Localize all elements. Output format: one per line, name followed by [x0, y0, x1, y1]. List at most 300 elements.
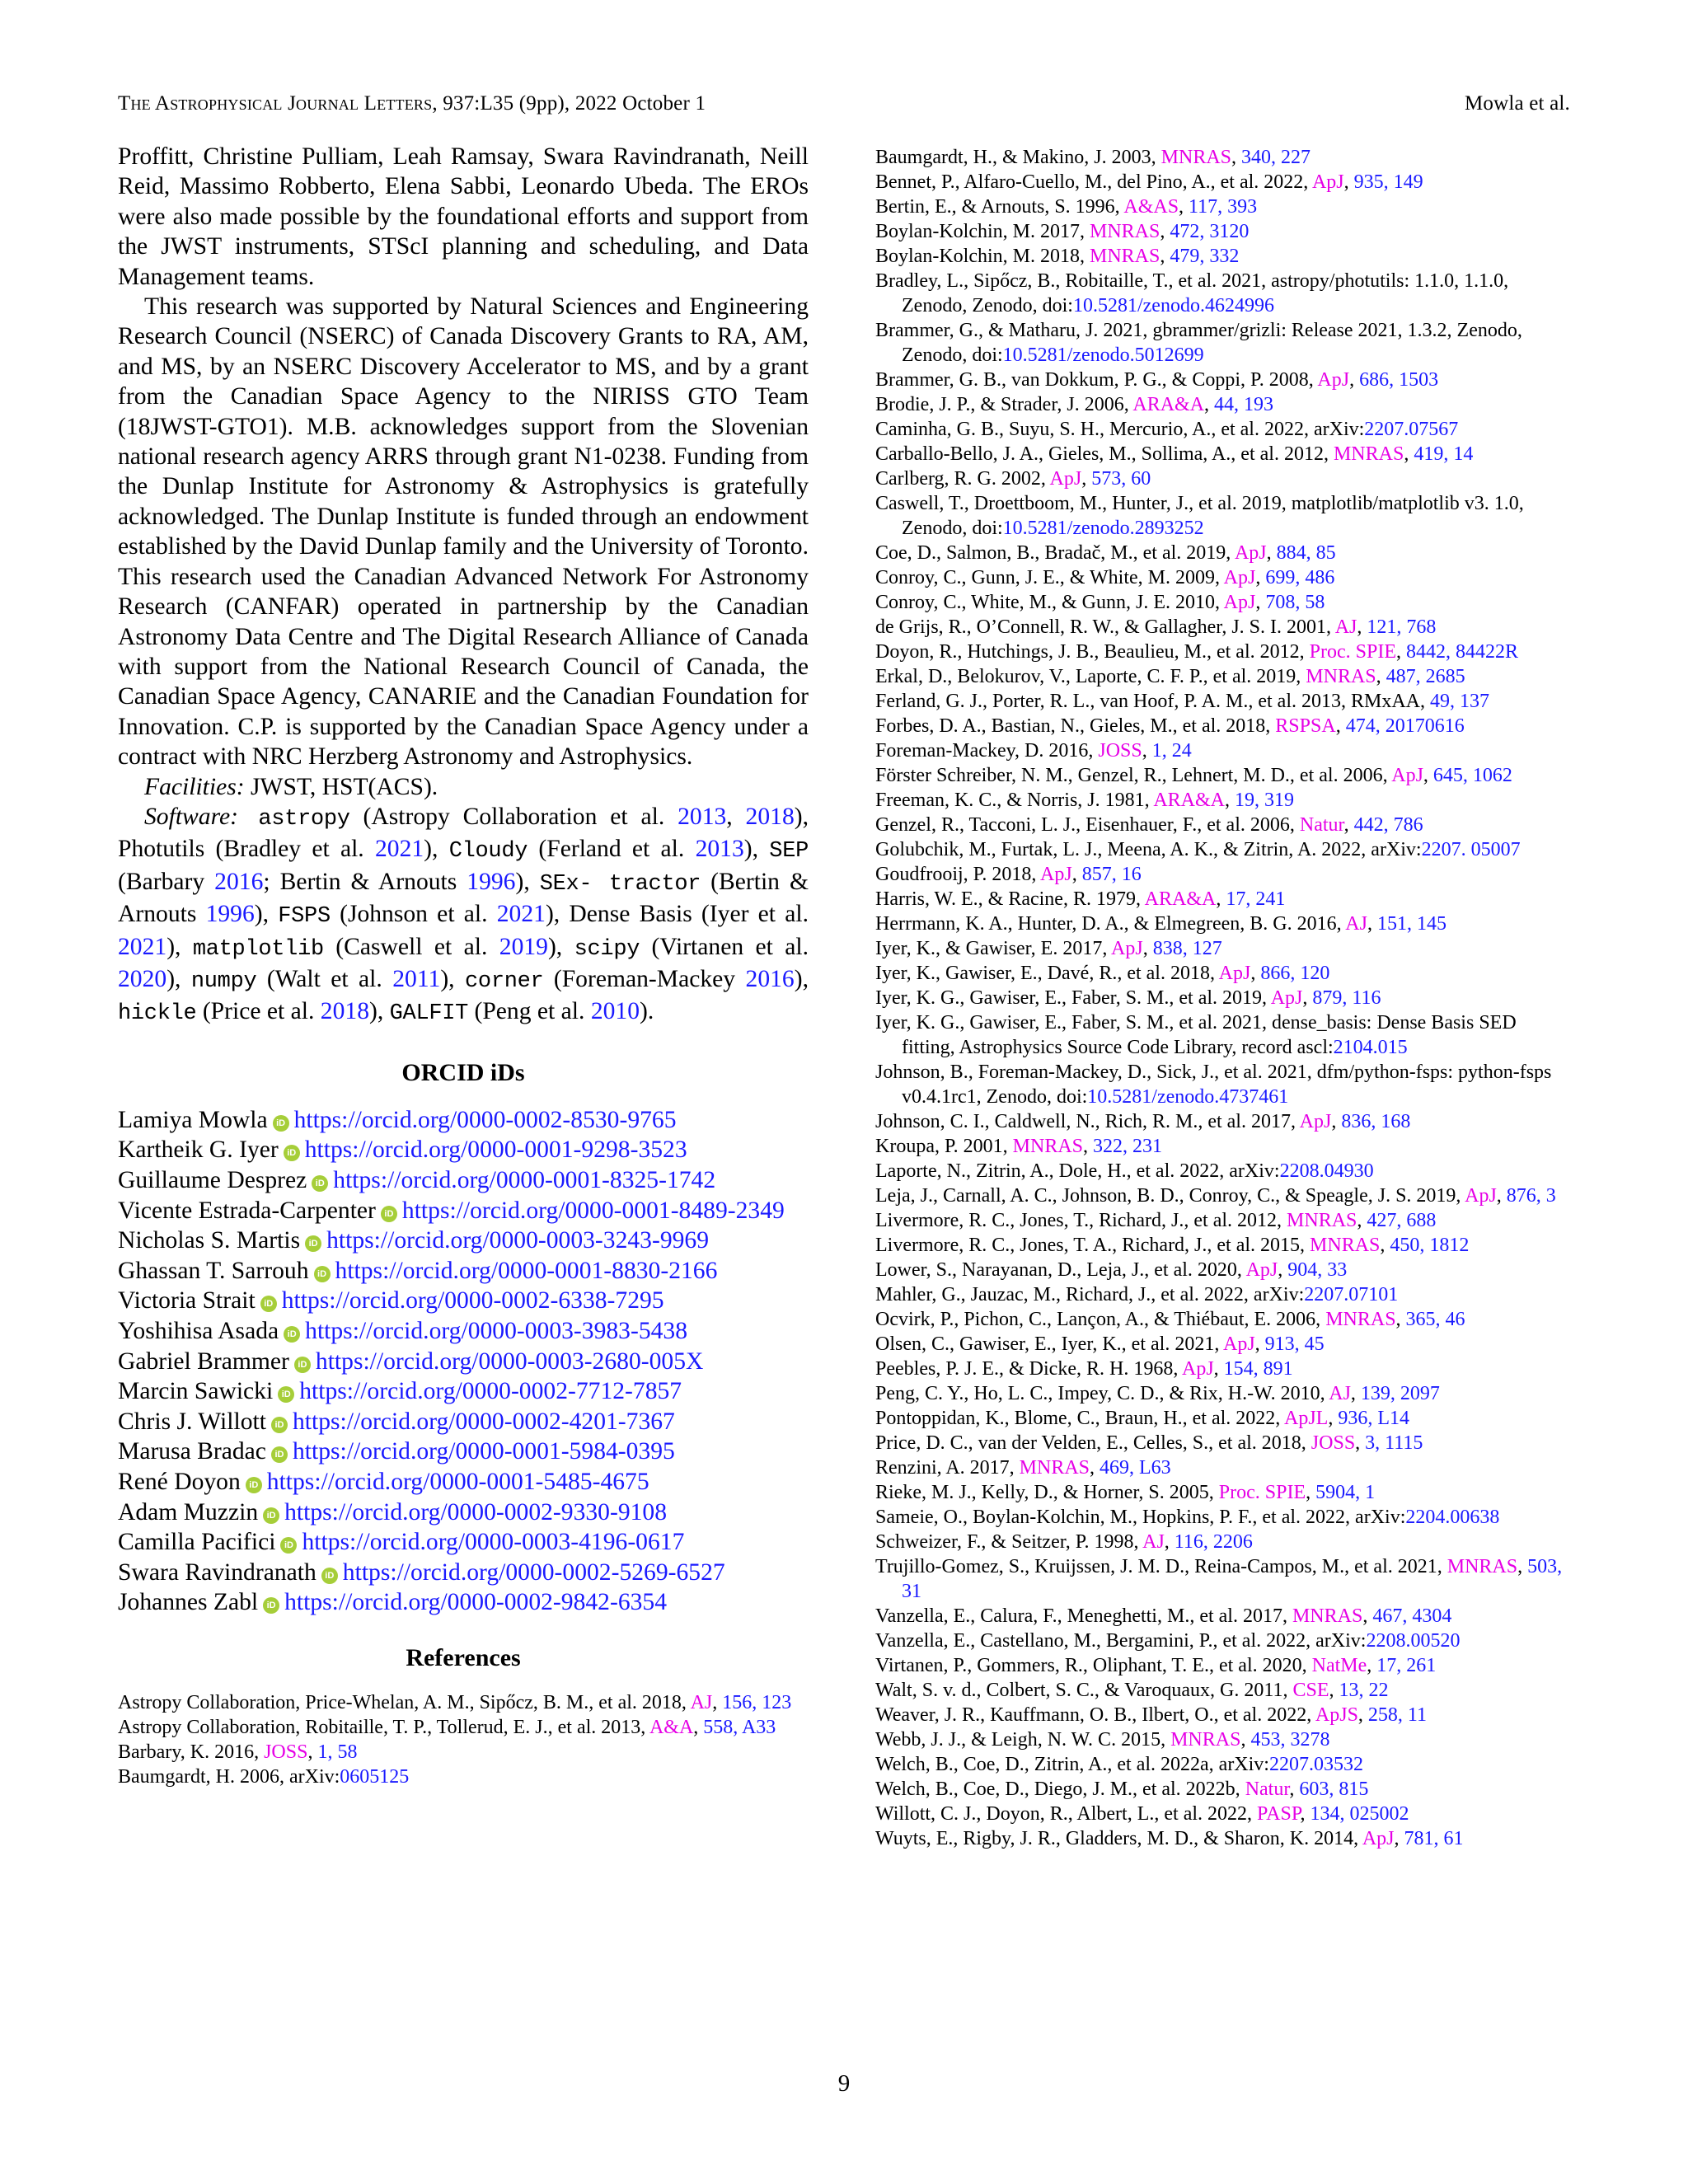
orcid-icon: iD — [280, 1537, 297, 1554]
reference-volume-link[interactable]: 453, 3278 — [1250, 1729, 1330, 1750]
journal-link[interactable]: MNRAS — [1292, 1605, 1363, 1627]
orcid-icon: iD — [273, 1115, 289, 1132]
reference-authors: Bertin, E., & Arnouts, S. 1996, — [875, 196, 1124, 218]
reference-volume-link[interactable]: 913, 45 — [1264, 1333, 1325, 1355]
orcid-list — [118, 1105, 809, 1618]
reference-volume-link[interactable]: 2207.07567 — [1364, 419, 1459, 440]
reference-volume-link[interactable]: 340, 227 — [1241, 147, 1311, 168]
citation-year-link[interactable]: 2021 — [496, 901, 546, 928]
separator: , — [1213, 1358, 1224, 1380]
orcid-link[interactable]: https://orcid.org/0000-0003-2680-005X — [315, 1347, 704, 1375]
software-text: ), — [547, 933, 574, 960]
separator: , — [1394, 1828, 1404, 1849]
journal-link[interactable]: MNRAS — [1160, 147, 1231, 168]
reference-authors: Price, D. C., van der Velden, E., Celles, S., et al. 2018, — [875, 1432, 1311, 1454]
reference-volume-link[interactable]: 472, 3120 — [1170, 221, 1250, 242]
reference-authors: Laporte, N., Zitrin, A., Dole, H., et al. 2022, arXiv: — [875, 1160, 1280, 1182]
separator: , — [1231, 147, 1241, 168]
journal-link[interactable]: JOSS — [1098, 740, 1142, 762]
software-name: SEP — [769, 839, 809, 865]
reference-volume-link[interactable]: 154, 891 — [1223, 1358, 1293, 1380]
separator: , — [1357, 616, 1367, 638]
reference-authors: Harris, W. E., & Racine, R. 1979, — [875, 888, 1145, 910]
reference-entry — [875, 368, 1571, 392]
separator: , — [1395, 641, 1406, 663]
separator: , — [1357, 1210, 1367, 1231]
reference-entry — [875, 145, 1571, 170]
reference-volume-link[interactable]: 479, 332 — [1170, 246, 1240, 267]
reference-volume-link[interactable]: 879, 116 — [1312, 987, 1381, 1009]
reference-entry — [875, 615, 1571, 640]
journal-link[interactable]: Proc. SPIE — [1309, 641, 1396, 663]
reference-entry — [875, 640, 1571, 664]
reference-entry — [875, 837, 1571, 862]
reference-authors: Peng, C. Y., Ho, L. C., Impey, C. D., & Rix, H.-W. 2010, — [875, 1383, 1329, 1404]
reference-volume-link[interactable]: 117, 393 — [1189, 196, 1258, 218]
journal-link[interactable]: Natur — [1299, 814, 1344, 836]
reference-authors: Schweizer, F., & Seitzer, P. 1998, — [875, 1531, 1143, 1553]
journal-link[interactable]: ApJ — [1362, 1828, 1395, 1849]
reference-volume-link[interactable]: 13, 22 — [1339, 1680, 1389, 1701]
reference-authors: Johnson, C. I., Caldwell, N., Rich, R. M., et al. 2017, — [875, 1111, 1300, 1132]
separator: , — [1250, 963, 1261, 984]
software-text: ), — [440, 965, 466, 992]
reference-authors: Boylan-Kolchin, M. 2018, — [875, 246, 1090, 267]
journal-link[interactable]: ApJ — [1111, 938, 1143, 959]
orcid-icon: iD — [278, 1386, 294, 1403]
page-number: 9 — [837, 2070, 851, 2097]
reference-authors: Vanzella, E., Calura, F., Meneghetti, M., et al. 2017, — [875, 1605, 1292, 1627]
reference-volume-link[interactable]: 2207.07101 — [1304, 1284, 1399, 1305]
software-text: ). — [640, 998, 654, 1025]
orcid-link[interactable]: https://orcid.org/0000-0002-9330-9108 — [284, 1498, 668, 1526]
software-text: (Peng et al. — [468, 998, 591, 1025]
orcid-icon: iD — [284, 1145, 300, 1161]
reference-volume-link[interactable]: 116, 2206 — [1174, 1531, 1253, 1553]
reference-volume-link[interactable]: 573, 60 — [1091, 468, 1151, 490]
journal-link[interactable]: A&A — [649, 1716, 694, 1738]
journal-name: The Astrophysical Journal Letters — [118, 92, 433, 115]
orcid-icon: iD — [312, 1175, 328, 1192]
journal-link[interactable]: ApJ — [1182, 1358, 1214, 1380]
reference-authors: Weaver, J. R., Kauffmann, O. B., Ilbert, O., et al. 2022, — [875, 1704, 1315, 1726]
orcid-link[interactable]: https://orcid.org/0000-0003-3983-5438 — [305, 1317, 688, 1344]
reference-entry — [875, 1727, 1571, 1752]
reference-volume-link[interactable]: 139, 2097 — [1360, 1383, 1440, 1404]
reference-volume-link[interactable]: 17, 261 — [1376, 1655, 1437, 1676]
orcid-icon: iD — [284, 1326, 300, 1343]
reference-volume-link[interactable]: 1, 58 — [317, 1741, 358, 1763]
reference-volume-link[interactable]: 10.5281/zenodo.4624996 — [1072, 295, 1274, 316]
reference-entry — [875, 1629, 1571, 1653]
reference-volume-link[interactable]: 2208.00520 — [1366, 1630, 1461, 1652]
reference-authors: Förster Schreiber, N. M., Genzel, R., Lehnert, M. D., et al. 2006, — [875, 765, 1392, 786]
software-name: FSPS — [278, 904, 331, 930]
software-text: ), — [368, 998, 390, 1025]
citation-year-link[interactable]: 2011 — [392, 965, 441, 992]
reference-entry — [875, 194, 1571, 219]
reference-authors: Coe, D., Salmon, B., Bradač, M., et al. 2019, — [875, 542, 1235, 564]
reference-authors: Webb, J. J., & Leigh, N. W. C. 2015, — [875, 1729, 1171, 1750]
reference-volume-link[interactable]: 8442, 84422R — [1405, 641, 1518, 663]
journal-link[interactable]: ApJ — [1223, 1333, 1255, 1355]
software-text: ), — [166, 965, 191, 992]
reference-authors: Mahler, G., Jauzac, M., Richard, J., et al. 2022, arXiv: — [875, 1284, 1305, 1305]
journal-link[interactable]: Proc. SPIE — [1218, 1482, 1306, 1503]
journal-link[interactable]: ARA&A — [1132, 394, 1205, 415]
reference-authors: Brammer, G. B., van Dokkum, P. G., & Coppi, P. 2008, — [875, 369, 1318, 391]
reference-entry — [875, 788, 1571, 813]
reference-volume-link[interactable]: 503, 31 — [902, 1556, 1563, 1602]
orcid-link[interactable]: https://orcid.org/0000-0001-8830-2166 — [335, 1257, 718, 1284]
reference-volume-link[interactable]: 866, 120 — [1260, 963, 1330, 984]
reference-volume-link[interactable]: 44, 193 — [1214, 394, 1274, 415]
orcid-icon: iD — [305, 1235, 321, 1252]
journal-link[interactable]: AJ — [1334, 616, 1357, 638]
orcid-author-name: Yoshihisa Asada — [118, 1317, 279, 1344]
reference-entry — [875, 1010, 1571, 1060]
journal-link[interactable]: MNRAS — [1089, 221, 1160, 242]
reference-authors: Willott, C. J., Doyon, R., Albert, L., et al. 2022, — [875, 1803, 1258, 1825]
reference-volume-link[interactable]: 699, 486 — [1265, 567, 1335, 588]
reference-authors: Iyer, K. G., Gawiser, E., Faber, S. M., et al. 2021, dense_basis: Dense Basis SED fitting, Astrophysics Source Code Library, record ascl: — [875, 1012, 1517, 1058]
reference-authors: Sameie, O., Boylan-Kolchin, M., Hopkins, P. F., et al. 2022, arXiv: — [875, 1507, 1406, 1528]
software-name: corner — [465, 968, 544, 994]
reference-volume-link[interactable]: 365, 46 — [1405, 1309, 1465, 1330]
separator: , — [1343, 814, 1354, 836]
orcid-link[interactable]: https://orcid.org/0000-0002-7712-7857 — [299, 1378, 682, 1405]
orcid-link[interactable]: https://orcid.org/0000-0002-8530-9765 — [293, 1106, 677, 1133]
citation-year-link[interactable]: 2013 — [678, 803, 727, 830]
citation-year-link[interactable]: 2010 — [590, 998, 640, 1025]
journal-link[interactable]: NatMe — [1311, 1655, 1367, 1676]
journal-link[interactable]: ApJS — [1315, 1704, 1358, 1726]
separator: , — [1331, 1111, 1342, 1132]
reference-volume-link[interactable]: 151, 145 — [1376, 913, 1447, 935]
software-name: SEx- tractor — [539, 871, 701, 897]
separator: , — [1306, 1482, 1316, 1503]
reference-entry — [875, 1802, 1571, 1826]
journal-link[interactable]: ApJ — [1049, 468, 1082, 490]
reference-entry — [875, 442, 1571, 466]
orcid-icon: iD — [246, 1477, 262, 1493]
reference-volume-link[interactable]: 2208.04930 — [1279, 1160, 1374, 1182]
orcid-entry — [118, 1135, 809, 1165]
reference-entry — [875, 1554, 1571, 1604]
software-name: numpy — [190, 968, 257, 994]
journal-link[interactable]: ApJ — [1234, 542, 1267, 564]
journal-link[interactable]: ApJL — [1283, 1408, 1329, 1429]
citation-year-link[interactable]: 2020 — [118, 965, 167, 992]
software-body — [118, 803, 809, 1027]
separator: , — [1083, 1136, 1094, 1157]
citation-year-link[interactable]: 2018 — [320, 998, 369, 1025]
orcid-author-name: Marcin Sawicki — [118, 1378, 274, 1405]
orcid-author-name: Victoria Strait — [118, 1287, 256, 1315]
reference-volume-link[interactable]: 49, 137 — [1430, 691, 1490, 712]
citation-year-link[interactable]: 2019 — [499, 933, 548, 960]
journal-link[interactable]: MNRAS — [1306, 666, 1376, 687]
reference-entry — [875, 763, 1571, 788]
software-text: ), Dense Basis (Iyer et al. — [545, 901, 809, 928]
orcid-author-name: Camilla Pacifici — [118, 1529, 276, 1556]
reference-entry — [875, 244, 1571, 269]
separator: , — [1266, 542, 1277, 564]
references-list-left — [118, 1690, 809, 1789]
separator: , — [1164, 1531, 1175, 1553]
software-name: astropy — [237, 806, 350, 832]
orcid-icon: iD — [294, 1357, 311, 1373]
citation-year-link[interactable]: 2016 — [745, 965, 795, 992]
reference-authors: Baumgardt, H. 2006, arXiv: — [118, 1765, 340, 1788]
journal-link[interactable]: ApJ — [1311, 171, 1344, 193]
running-header — [118, 92, 1570, 122]
journal-link[interactable]: ARA&A — [1153, 790, 1225, 811]
journal-link[interactable]: MNRAS — [1447, 1556, 1518, 1577]
journal-link[interactable]: MNRAS — [1170, 1729, 1241, 1750]
software-text: (Foreman-Mackey — [543, 965, 746, 992]
orcid-author-name: René Doyon — [118, 1468, 241, 1495]
reference-volume-link[interactable]: 935, 149 — [1353, 171, 1423, 193]
reference-volume-link[interactable]: 781, 61 — [1404, 1828, 1464, 1849]
orcid-entry — [118, 1527, 809, 1558]
reference-authors: Rieke, M. J., Kelly, D., & Horner, S. 2005, — [875, 1482, 1219, 1503]
orcid-link[interactable]: https://orcid.org/0000-0001-9298-3523 — [304, 1137, 687, 1164]
orcid-link[interactable]: https://orcid.org/0000-0002-4201-7367 — [292, 1408, 675, 1435]
reference-entry — [875, 1703, 1571, 1727]
journal-link[interactable]: ApJ — [1391, 765, 1423, 786]
reference-volume-link[interactable]: 121, 768 — [1367, 616, 1437, 638]
reference-volume-link[interactable]: 603, 815 — [1299, 1779, 1369, 1800]
orcid-icon: iD — [314, 1266, 331, 1282]
journal-link[interactable]: MNRAS — [1089, 246, 1160, 267]
citation-year-link[interactable]: 2018 — [745, 803, 795, 830]
reference-authors: Doyon, R., Hutchings, J. B., Beaulieu, M., et al. 2012, — [875, 641, 1310, 663]
orcid-icon: iD — [263, 1507, 279, 1524]
reference-authors: Iyer, K. G., Gawiser, E., Faber, S. M., et al. 2019, — [875, 987, 1271, 1009]
separator: , — [1349, 369, 1360, 391]
reference-volume-link[interactable]: 258, 11 — [1367, 1704, 1428, 1726]
orcid-author-name: Nicholas S. Martis — [118, 1227, 301, 1254]
reference-volume-link[interactable]: 686, 1503 — [1359, 369, 1439, 391]
orcid-entry — [118, 1436, 809, 1467]
software-name: Cloudy — [448, 839, 528, 865]
journal-link[interactable]: Natur — [1245, 1779, 1290, 1800]
journal-link[interactable]: ARA&A — [1144, 888, 1217, 910]
orcid-author-name: Chris J. Willott — [118, 1408, 266, 1435]
reference-entry — [875, 689, 1571, 714]
reference-entry — [118, 1690, 809, 1715]
orcid-author-name: Vicente Estrada-Carpenter — [118, 1197, 376, 1224]
reference-volume-link[interactable]: 10.5281/zenodo.4737461 — [1087, 1086, 1289, 1108]
reference-authors: Bennet, P., Alfaro-Cuello, M., del Pino, A., et al. 2022, — [875, 171, 1312, 193]
journal-link[interactable]: AJ — [1345, 913, 1367, 935]
orcid-link[interactable]: https://orcid.org/0000-0003-3243-9969 — [326, 1227, 710, 1254]
citation-year-link[interactable]: 1996 — [467, 868, 516, 895]
citation-year-link[interactable]: 1996 — [205, 901, 255, 928]
reference-volume-link[interactable]: 419, 14 — [1414, 443, 1474, 465]
separator: , — [1395, 1309, 1406, 1330]
reference-authors: Virtanen, P., Gommers, R., Oliphant, T. E., et al. 2020, — [875, 1655, 1312, 1676]
reference-authors: Kroupa, P. 2001, — [875, 1136, 1013, 1157]
orcid-link[interactable]: https://orcid.org/0000-0001-5984-0395 — [292, 1438, 675, 1465]
reference-volume-link[interactable]: 0605125 — [340, 1765, 410, 1788]
journal-link[interactable]: ApJ — [1299, 1111, 1332, 1132]
journal-link[interactable]: MNRAS — [1019, 1457, 1090, 1479]
reference-authors: Conroy, C., Gunn, J. E., & White, M. 2009, — [875, 567, 1224, 588]
reference-authors: Wuyts, E., Rigby, J. R., Gladders, M. D., & Sharon, K. 2014, — [875, 1828, 1362, 1849]
separator: , — [1081, 468, 1092, 490]
citation-year-link[interactable]: 2021 — [374, 836, 424, 863]
reference-entry — [875, 1406, 1571, 1431]
reference-volume-link[interactable]: 442, 786 — [1353, 814, 1423, 836]
journal-link[interactable]: CSE — [1292, 1680, 1329, 1701]
citation-year-link[interactable]: 2016 — [214, 868, 264, 895]
reference-authors: Foreman-Mackey, D. 2016, — [875, 740, 1099, 762]
reference-entry — [875, 1282, 1571, 1307]
journal-link[interactable]: ApJ — [1040, 864, 1072, 885]
reference-authors: Goudfrooij, P. 2018, — [875, 864, 1041, 885]
reference-authors: Walt, S. v. d., Colbert, S. C., & Varoquaux, G. 2011, — [875, 1680, 1293, 1701]
reference-volume-link[interactable]: 134, 025002 — [1310, 1803, 1409, 1825]
orcid-author-name: Swara Ravindranath — [118, 1558, 316, 1586]
reference-volume-link[interactable]: 2104.015 — [1333, 1037, 1408, 1058]
journal-link[interactable]: AJ — [1142, 1531, 1165, 1553]
reference-volume-link[interactable]: 474, 20170616 — [1345, 715, 1465, 737]
journal-link[interactable]: ApJ — [1223, 567, 1256, 588]
reference-volume-link[interactable]: 2207.03532 — [1268, 1754, 1363, 1775]
orcid-link[interactable]: https://orcid.org/0000-0002-9842-6354 — [284, 1589, 668, 1616]
reference-authors: Olsen, C., Gawiser, E., Iyer, K., et al. 2021, — [875, 1333, 1223, 1355]
reference-volume-link[interactable]: 904, 33 — [1287, 1259, 1348, 1281]
orcid-link[interactable]: https://orcid.org/0000-0001-5485-4675 — [266, 1468, 649, 1495]
reference-volume-link[interactable]: 857, 16 — [1081, 864, 1142, 885]
orcid-icon: iD — [381, 1206, 397, 1222]
reference-volume-link[interactable]: 1, 24 — [1151, 740, 1192, 762]
software-text: (Bertin & Arnouts — [118, 868, 809, 928]
citation-year-link[interactable]: 2013 — [695, 836, 744, 863]
separator: , — [1160, 246, 1170, 267]
journal-link[interactable]: PASP — [1257, 1803, 1301, 1825]
software-name: GALFIT — [389, 1001, 469, 1027]
journal-link[interactable]: ApJ — [1317, 369, 1350, 391]
reference-authors: Astropy Collaboration, Robitaille, T. P., Tollerud, E. J., et al. 2013, — [118, 1716, 649, 1738]
reference-entry — [875, 887, 1571, 912]
reference-volume-link[interactable]: 838, 127 — [1152, 938, 1222, 959]
reference-volume-link[interactable]: 936, L14 — [1338, 1408, 1409, 1429]
journal-link[interactable]: MNRAS — [1310, 1235, 1381, 1256]
journal-link[interactable]: MNRAS — [1287, 1210, 1357, 1231]
reference-volume-link[interactable]: 10.5281/zenodo.2893252 — [1002, 518, 1204, 539]
reference-volume-link[interactable]: 836, 168 — [1341, 1111, 1411, 1132]
separator: , — [1142, 938, 1153, 959]
reference-authors: Peebles, P. J. E., & Dicke, R. H. 1968, — [875, 1358, 1182, 1380]
reference-volume-link[interactable]: 156, 123 — [722, 1691, 792, 1713]
software-text: ), — [515, 868, 540, 895]
orcid-author-name: Guillaume Desprez — [118, 1166, 307, 1193]
journal-link[interactable]: MNRAS — [1012, 1136, 1084, 1157]
reference-authors: Barbary, K. 2016, — [118, 1741, 265, 1763]
reference-volume-link[interactable]: 2207. 05007 — [1421, 839, 1521, 860]
orcid-link[interactable]: https://orcid.org/0000-0001-8325-1742 — [333, 1166, 716, 1193]
journal-link[interactable]: ApJ — [1270, 987, 1303, 1009]
journal-link[interactable]: ApJ — [1223, 592, 1256, 613]
orcid-icon: iD — [271, 1417, 288, 1433]
citation-year-link[interactable]: 2021 — [118, 933, 167, 960]
orcid-link[interactable]: https://orcid.org/0000-0002-6338-7295 — [281, 1287, 664, 1315]
journal-link[interactable]: ApJ — [1218, 963, 1251, 984]
orcid-link[interactable]: https://orcid.org/0000-0002-5269-6527 — [342, 1558, 725, 1586]
reference-volume-link[interactable]: 645, 1062 — [1432, 765, 1512, 786]
header-authors: Mowla et al. — [1464, 92, 1570, 115]
reference-authors: Ocvirk, P., Pichon, C., Lançon, A., & Thiébaut, E. 2006, — [875, 1309, 1326, 1330]
reference-entry — [875, 269, 1571, 318]
reference-volume-link[interactable]: 708, 58 — [1265, 592, 1325, 613]
separator: , — [1367, 1655, 1377, 1676]
reference-volume-link[interactable]: 19, 319 — [1234, 790, 1294, 811]
journal-link[interactable]: AJ — [690, 1691, 713, 1713]
separator: , — [693, 1716, 704, 1738]
reference-volume-link[interactable]: 3, 1115 — [1365, 1432, 1423, 1454]
reference-entry — [875, 961, 1571, 986]
reference-volume-link[interactable]: 322, 231 — [1093, 1136, 1163, 1157]
orcid-author-name: Adam Muzzin — [118, 1498, 259, 1526]
orcid-link[interactable]: https://orcid.org/0000-0003-4196-0617 — [302, 1529, 685, 1556]
separator: , — [1343, 171, 1354, 193]
reference-volume-link[interactable]: 10.5281/zenodo.5012699 — [1002, 344, 1204, 366]
reference-entry — [875, 738, 1571, 763]
reference-authors: Vanzella, E., Castellano, M., Bergamini, P., et al. 2022, arXiv: — [875, 1630, 1367, 1652]
reference-entry — [118, 1740, 809, 1765]
journal-link[interactable]: ApJ — [1465, 1185, 1497, 1207]
reference-volume-link[interactable]: 469, L63 — [1100, 1457, 1171, 1479]
reference-authors: Welch, B., Coe, D., Diego, J. M., et al. 2022b, — [875, 1779, 1245, 1800]
reference-entry — [875, 1530, 1571, 1554]
reference-authors: Erkal, D., Belokurov, V., Laporte, C. F. P., et al. 2019, — [875, 666, 1306, 687]
reference-authors: Golubchik, M., Furtak, L. J., Meena, A. K., & Zitrin, A. 2022, arXiv: — [875, 839, 1422, 860]
reference-volume-link[interactable]: 884, 85 — [1276, 542, 1336, 564]
reference-entry — [875, 1431, 1571, 1455]
journal-link[interactable]: MNRAS — [1333, 443, 1404, 465]
reference-volume-link[interactable]: 467, 4304 — [1372, 1605, 1452, 1627]
reference-volume-link[interactable]: 487, 2685 — [1386, 666, 1465, 687]
orcid-icon: iD — [321, 1568, 338, 1584]
reference-volume-link[interactable]: 5904, 1 — [1315, 1482, 1376, 1503]
journal-link[interactable]: AJ — [1329, 1383, 1351, 1404]
orcid-link[interactable]: https://orcid.org/0000-0001-8489-2349 — [401, 1197, 785, 1224]
journal-link[interactable]: JOSS — [264, 1741, 308, 1763]
reference-volume-link[interactable]: 558, A33 — [703, 1716, 776, 1738]
reference-volume-link[interactable]: 450, 1812 — [1390, 1235, 1470, 1256]
left-column — [118, 142, 809, 1789]
journal-link[interactable]: MNRAS — [1325, 1309, 1396, 1330]
journal-link[interactable]: ApJ — [1245, 1259, 1278, 1281]
separator: , — [712, 1691, 723, 1713]
journal-link[interactable]: JOSS — [1311, 1432, 1356, 1454]
reference-entry — [875, 1109, 1571, 1134]
reference-volume-link[interactable]: 876, 3 — [1506, 1185, 1556, 1207]
reference-entry — [875, 1332, 1571, 1357]
reference-entry — [875, 565, 1571, 590]
software-text: ), — [424, 836, 449, 863]
reference-volume-link[interactable]: 17, 241 — [1226, 888, 1286, 910]
journal-link[interactable]: A&AS — [1123, 196, 1179, 218]
reference-volume-link[interactable]: 427, 688 — [1367, 1210, 1437, 1231]
reference-authors: Lower, S., Narayanan, D., Leja, J., et al. 2020, — [875, 1259, 1246, 1281]
reference-entry — [875, 1604, 1571, 1629]
reference-volume-link[interactable]: 2204.00638 — [1405, 1507, 1500, 1528]
journal-link[interactable]: RSPSA — [1275, 715, 1336, 737]
